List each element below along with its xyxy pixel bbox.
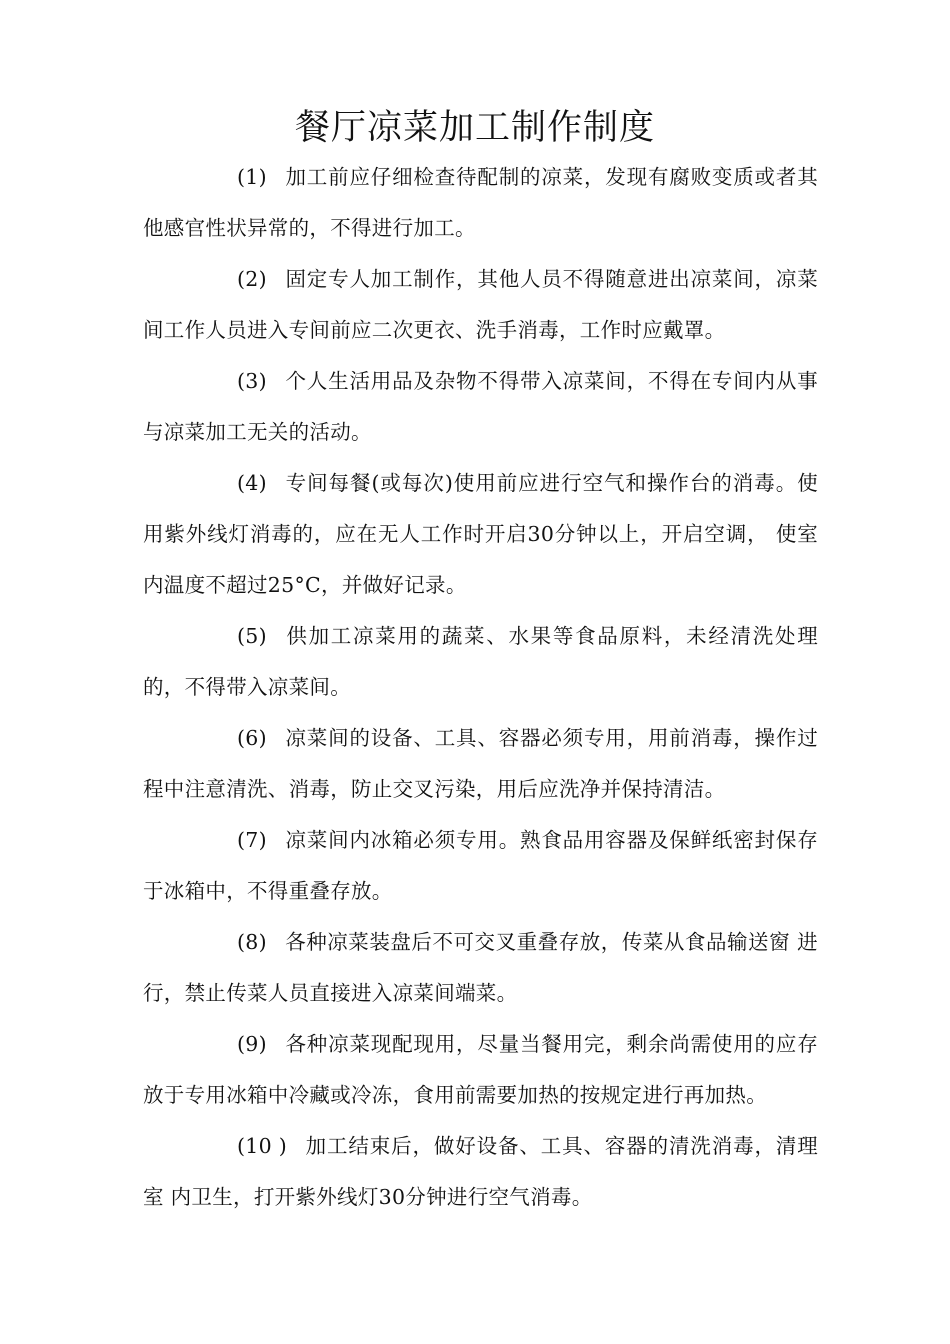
rule-number: (4) <box>237 471 267 495</box>
rule-item-4 <box>143 458 818 611</box>
rule-item-1 <box>143 152 818 254</box>
rule-text: 凉菜间的设备、工具、容器必须专用，用前消毒，操作过 程中注意清洗、消毒，防止交叉污染，用后应洗净并保持清洁。 <box>143 726 818 801</box>
rule-number: (3) <box>237 369 267 393</box>
rule-text: 各种凉菜现配现用，尽量当餐用完，剩余尚需使用的应存 放于专用冰箱中冷藏或冷冻，食用前需要加热的按规定进行再加热。 <box>143 1032 818 1107</box>
page-title: 餐厅凉菜加工制作制度 <box>294 108 655 148</box>
rule-item-5 <box>143 611 818 713</box>
rule-text: 固定专人加工制作，其他人员不得随意进出凉菜间，凉菜 间工作人员进入专间前应二次更衣、洗手消毒，工作时应戴罩。 <box>143 267 818 342</box>
rule-text: 供加工凉菜用的蔬菜、水果等食品原料，未经清洗处理的，不得带入凉菜间。 <box>143 624 818 699</box>
rule-text: 专间每餐(或每次)使用前应进行空气和操作台的消毒。使 用紫外线灯消毒的，应在无人工作时开启30分钟以上，开启空调， 使室内温度不超过25°C，并做好记录。 <box>143 471 818 597</box>
rule-number: (1) <box>237 165 267 189</box>
rule-text: 个人生活用品及杂物不得带入凉菜间，不得在专间内从事 与凉菜加工无关的活动。 <box>143 369 818 444</box>
rule-number: (5) <box>237 624 267 648</box>
rule-item-10 <box>143 1121 818 1223</box>
rule-item-8 <box>143 917 818 1019</box>
rules-list <box>143 152 818 1223</box>
rule-number: (2) <box>237 267 267 291</box>
rule-item-7 <box>143 815 818 917</box>
rule-item-3 <box>143 356 818 458</box>
rule-text: 各种凉菜装盘后不可交叉重叠存放，传菜从食品输送窗 进行，禁止传菜人员直接进入凉菜间端菜。 <box>143 930 818 1005</box>
rule-number: (8) <box>237 930 267 954</box>
rule-number: (7) <box>237 828 267 852</box>
rule-text: 加工结束后，做好设备、工具、容器的清洗消毒，清理室 内卫生，打开紫外线灯30分钟进行空气消毒。 <box>143 1134 818 1209</box>
rule-text: 凉菜间内冰箱必须专用。熟食品用容器及保鲜纸密封保存 于冰箱中，不得重叠存放。 <box>143 828 818 903</box>
rule-number: (9) <box>237 1032 267 1056</box>
rule-item-6 <box>143 713 818 815</box>
rule-item-2 <box>143 254 818 356</box>
rule-item-9 <box>143 1019 818 1121</box>
rule-number: (6) <box>237 726 267 750</box>
rule-text: 加工前应仔细检查待配制的凉菜，发现有腐败变质或者其 他感官性状异常的，不得进行加工。 <box>143 165 818 240</box>
rule-number: (10 ) <box>237 1134 288 1158</box>
